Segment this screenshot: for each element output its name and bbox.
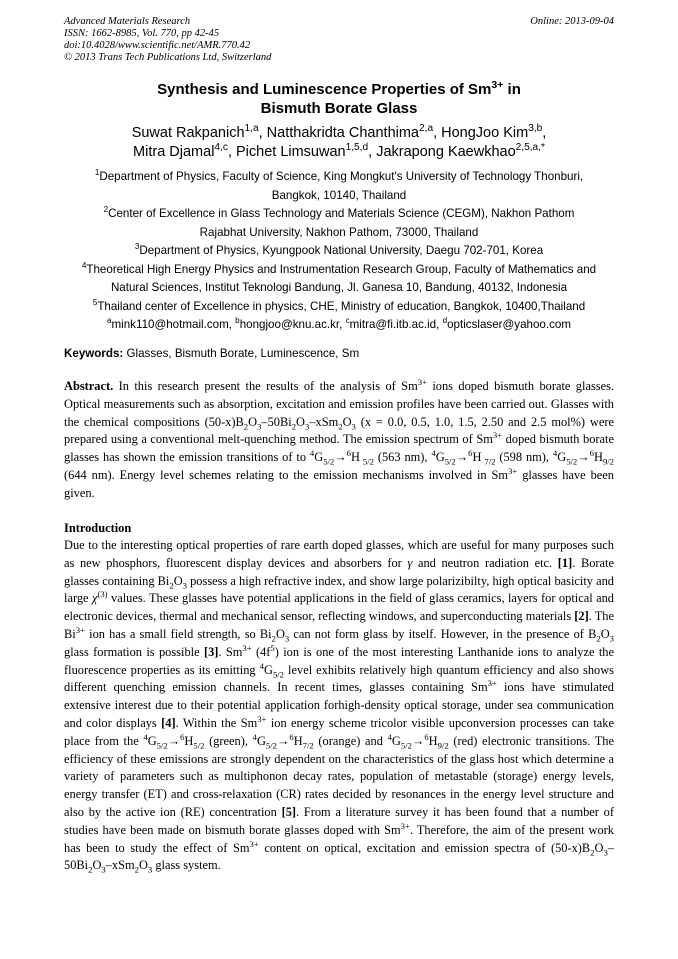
term: G [435, 450, 445, 465]
keywords-text: Glasses, Bismuth Borate, Luminescence, Sm [123, 347, 360, 360]
symbol: γ [407, 555, 413, 570]
sub: 5/2 [156, 740, 168, 751]
title-text: in [503, 81, 521, 98]
citation: [3] [203, 644, 219, 659]
arrow: → [167, 733, 181, 748]
body-text: . From a literature survey it has been found that a number of studies have been made on bismuth borate glasses doped with Sm [64, 804, 614, 837]
sub: 5/2 [265, 740, 277, 751]
body-text: possess a high refractive index, and show large polarizibilty, high optical basicity and large [64, 573, 615, 606]
author: Mitra Djamal [133, 144, 215, 160]
affil-num: 5 [92, 297, 98, 307]
body-text: (orange) and [313, 733, 388, 748]
author-affil-sup: 3,b [528, 123, 543, 135]
journal-header [64, 16, 614, 64]
abstract-text: glasses have been given. [64, 467, 614, 500]
body-text: . Sm [218, 644, 243, 659]
abstract-label: Abstract. [64, 379, 114, 393]
sub: 2 [596, 633, 601, 644]
email-key: a [106, 316, 112, 326]
sup: 4 [309, 448, 315, 459]
sub: 5/2 [566, 456, 578, 467]
sub: 9/2 [437, 740, 449, 751]
term: G [256, 733, 266, 748]
sup: 3+ [487, 678, 497, 689]
affil-num: 4 [81, 260, 87, 270]
keywords [64, 346, 614, 361]
term: H [593, 450, 603, 465]
abstract-text: ions doped bismuth borate glasses. Optical measurements such as absorption, excitation and emission profiles have been carried out. Glasses with the chemical compositions (50-x)B [64, 379, 615, 429]
abstract-text: (x = 0.0, 0.5, 1.0, 1.5, 2.50 and 2.5 mol%) were prepared using a conventional melt-quenching method. The emission spectrum of Sm [64, 414, 614, 447]
author: Suwat Rakpanich [131, 125, 245, 141]
sup: 3+ [242, 642, 252, 653]
sub: 3 [182, 580, 187, 591]
keywords-label: Keywords: [64, 347, 124, 360]
affil-text: Department of Physics, Kyungpook National University, Daegu 702-701, Korea [139, 244, 544, 257]
arrow: → [334, 450, 347, 465]
body-text: O [92, 858, 102, 873]
term: G [557, 450, 567, 465]
sup: 6 [589, 448, 594, 459]
term: G [314, 450, 324, 465]
sub: 3 [609, 633, 614, 644]
body-text: ion has a small field strength, so Bi [84, 626, 272, 641]
citation: [1] [557, 555, 573, 570]
arrow: → [455, 450, 469, 465]
section-heading-introduction: Introduction [64, 521, 132, 535]
term: G [391, 733, 401, 748]
affil-num: 2 [103, 205, 109, 215]
sup: 3+ [257, 713, 267, 724]
paper-title [64, 80, 614, 118]
email-key: c [345, 316, 350, 326]
sub: 2 [88, 864, 93, 875]
author-affil-sup: 1,a [244, 123, 259, 135]
title-line2: Bismuth Borate Glass [260, 100, 418, 117]
affil-text: Center of Excellence in Glass Technology and Materials Science (CEGM), Nakhon Pathom [108, 207, 575, 220]
email: opticslaser@yahoo.com [447, 318, 571, 331]
affiliation-list [56, 168, 622, 335]
sup: 4 [259, 660, 264, 671]
body-text: (green), [204, 733, 253, 748]
journal-name: Advanced Materials Research [64, 16, 191, 27]
abstract-text: –50Bi [261, 414, 292, 429]
affiliation-4-cont: Natural Sciences, Institut Teknologi Bandung, Jl. Ganesa 10, Bandung, 40132, Indonesia [110, 281, 568, 294]
body-text: O [594, 840, 604, 855]
term: G [147, 733, 157, 748]
sub: 3 [101, 864, 106, 875]
sub: 5/2 [323, 456, 335, 467]
affil-text: Department of Physics, Faculty of Science, King Mongkut's University of Technology Thonburi, [99, 170, 584, 183]
email: hongjoo@knu.ac.kr, [239, 318, 346, 331]
sup: 6 [180, 731, 185, 742]
author: , Natthakridta Chanthima [258, 125, 419, 141]
abstract-text: (644 nm). Energy level schemes relating to the emission mechanisms involved in Sm [64, 467, 509, 482]
sub: 2 [291, 421, 297, 432]
author-sep: , [542, 125, 547, 141]
citation: [2] [574, 609, 589, 624]
sup: 4 [252, 731, 257, 742]
affiliation-3 [56, 242, 622, 261]
abstract-text: In this research present the results of the analysis of Sm [113, 379, 418, 393]
abstract-text: O [248, 414, 258, 429]
abstract-text: –xSm [309, 414, 339, 429]
sup: 6 [346, 448, 351, 459]
body-text: (red) electronic transitions. The efficiency of these emissions are strongly dependent on the characteristics of the glass host which determine a variety of parameters such as multiphonon decay rates, population of metastable (storage) energy levels, energy transfer (ET) and cross-relaxation (CR) rates decided by resonances in the energy level structure and also by the active ion (RE) concentration [64, 733, 614, 819]
online-date: Online: 2013-09-04 [530, 16, 614, 27]
affiliation-1 [56, 168, 622, 187]
sub: 3 [257, 421, 262, 432]
body-text: and neutron radiation etc. [412, 555, 558, 570]
sub: 2 [169, 580, 174, 591]
body-text: ion energy scheme tricolor visible upconversion processes can take place from the [64, 715, 614, 748]
body-text: ions have stimulated extensive interest due to their potential application forhigh-density optical storage, under sea communication and color displays [64, 680, 614, 730]
body-text: O [275, 626, 285, 641]
sup: 4 [387, 731, 392, 742]
sup: 6 [468, 448, 473, 459]
citation: [5] [281, 804, 297, 819]
introduction-body [64, 537, 614, 875]
sub: 3 [147, 864, 153, 875]
term: H [184, 733, 194, 748]
email-key: b [235, 316, 240, 326]
affiliation-2 [56, 205, 622, 224]
abstract [64, 378, 614, 503]
author-affil-sup: 1,5,d [345, 142, 369, 154]
sub: 2 [134, 864, 139, 875]
abstract-text: (598 nm), [495, 450, 553, 465]
body-text: (4f [251, 644, 271, 659]
citation: [4] [161, 715, 176, 730]
body-text: . Borate glasses containing Bi [64, 555, 614, 588]
author-list [64, 124, 614, 162]
sup: 3+ [400, 820, 410, 831]
abstract-text: O [296, 414, 305, 429]
title-sup: 3+ [491, 79, 504, 91]
arrow: → [577, 450, 590, 465]
email: mink110@hotmail.com, [111, 318, 236, 331]
body-text: . Therefore, the aim of the present work has been to study the effect of Sm [64, 822, 614, 855]
sub: 7/2 [302, 740, 314, 751]
sub: 7/2 [481, 456, 496, 467]
body-text: –xSm [105, 858, 135, 873]
sub: 2 [243, 421, 249, 432]
body-text: . Within the Sm [175, 715, 258, 730]
body-text: O [173, 573, 183, 588]
body-text: glass system. [152, 858, 221, 873]
affiliation-1-cont: Bangkok, 10140, Thailand [271, 188, 407, 202]
sub: 9/2 [602, 456, 614, 467]
sub: 5/2 [272, 669, 285, 680]
abstract-text: doped bismuth borate glasses has shown the emission transitions of to [64, 432, 614, 465]
body-text: O [600, 626, 610, 641]
sup: 3+ [492, 430, 503, 441]
affil-num: 3 [134, 242, 140, 252]
journal-doi: doi:10.4028/www.scientific.net/AMR.770.42 [64, 40, 251, 51]
author: , Jakrapong Kaewkhao [368, 144, 516, 160]
sub: 5/2 [444, 456, 456, 467]
sub: 5/2 [193, 740, 205, 751]
sub: 2 [590, 847, 595, 858]
sub: 5/2 [400, 740, 412, 751]
term: G [264, 662, 273, 677]
author-affil-sup: 4,c [214, 142, 228, 154]
sup: 4 [143, 731, 148, 742]
term: H [472, 450, 482, 465]
body-text: content on optical, excitation and emission spectra of (50-x)B [258, 840, 591, 855]
author: , Pichet Limsuwan [227, 144, 346, 160]
body-text: O [138, 858, 148, 873]
author: , HongJoo Kim [433, 125, 529, 141]
sub: 2 [338, 421, 343, 432]
body-text: Due to the interesting optical properties of rare earth doped glasses, which are useful for many purposes such as new phosphors, fluorescent display devices and absorbers for [64, 538, 614, 570]
sup: 5 [270, 642, 275, 653]
sup: 4 [431, 448, 436, 459]
author-affil-sup: 2,5,a,* [515, 142, 545, 154]
affil-text: Thailand center of Excellence in physics, CHE, Ministry of education, Bangkok, 10400,Thailand [97, 299, 586, 313]
sup: 6 [424, 731, 429, 742]
affil-text: Theoretical High Energy Physics and Instrumentation Research Group, Faculty of Mathematics and [86, 262, 597, 276]
body-text: level exhibits relatively high quantum efficiency and also shows different quenching emission channels. In recent times, glasses containing Sm [64, 662, 614, 695]
email: mitra@fi.itb.ac.id, [349, 318, 443, 331]
arrow: → [411, 733, 425, 748]
body-text: –50Bi [64, 840, 614, 873]
title-text: Synthesis and Luminescence Properties of Sm [157, 81, 492, 98]
affil-num: 1 [94, 168, 100, 178]
abstract-text: (563 nm), [373, 450, 432, 465]
sub: 3 [304, 421, 310, 432]
journal-issn: ISSN: 1662-8985, Vol. 770, pp 42-45 [64, 28, 220, 39]
term: H [350, 450, 360, 465]
affiliation-2-cont: Rajabhat University, Nakhon Pathom, 73000, Thailand [199, 225, 479, 239]
arrow: → [276, 733, 290, 748]
sub: 5/2 [359, 456, 374, 467]
sup: 3+ [417, 376, 427, 387]
body-text: can not form glass by itself. However, in the presence of B [289, 626, 597, 641]
body-text: ) ion is one of the most interesting Lanthanide ions to analyze the fluorescence properties as its emitting [64, 644, 614, 677]
author-affil-sup: 2,a [419, 123, 434, 135]
body-text: glass formation is possible [64, 644, 204, 659]
sup: 3+ [75, 624, 85, 635]
affiliation-4 [56, 261, 622, 280]
email-list [56, 316, 622, 335]
email-key: d [442, 316, 448, 326]
sub: 3 [603, 847, 608, 858]
sup: 6 [289, 731, 294, 742]
sup: (3) [97, 589, 108, 600]
sup: 3+ [249, 838, 259, 849]
sub: 2 [271, 633, 276, 644]
symbol: χ [92, 591, 98, 606]
body-text: values. These glasses have potential applications in the field of glass ceramics, layers for optical and electronic devices, thermal and mechanical sensor, reflecting windows, and superconducting materials [64, 591, 614, 624]
journal-copyright: © 2013 Trans Tech Publications Ltd, Switzerland [64, 52, 272, 63]
body-text: . The Bi [64, 609, 614, 641]
term: H [293, 733, 303, 748]
affiliation-5 [56, 298, 622, 317]
sub: 3 [351, 421, 356, 432]
sub: 3 [284, 633, 290, 644]
abstract-text: O [342, 414, 352, 429]
sup: 3+ [508, 465, 518, 476]
sup: 4 [552, 448, 558, 459]
term: H [428, 733, 438, 748]
